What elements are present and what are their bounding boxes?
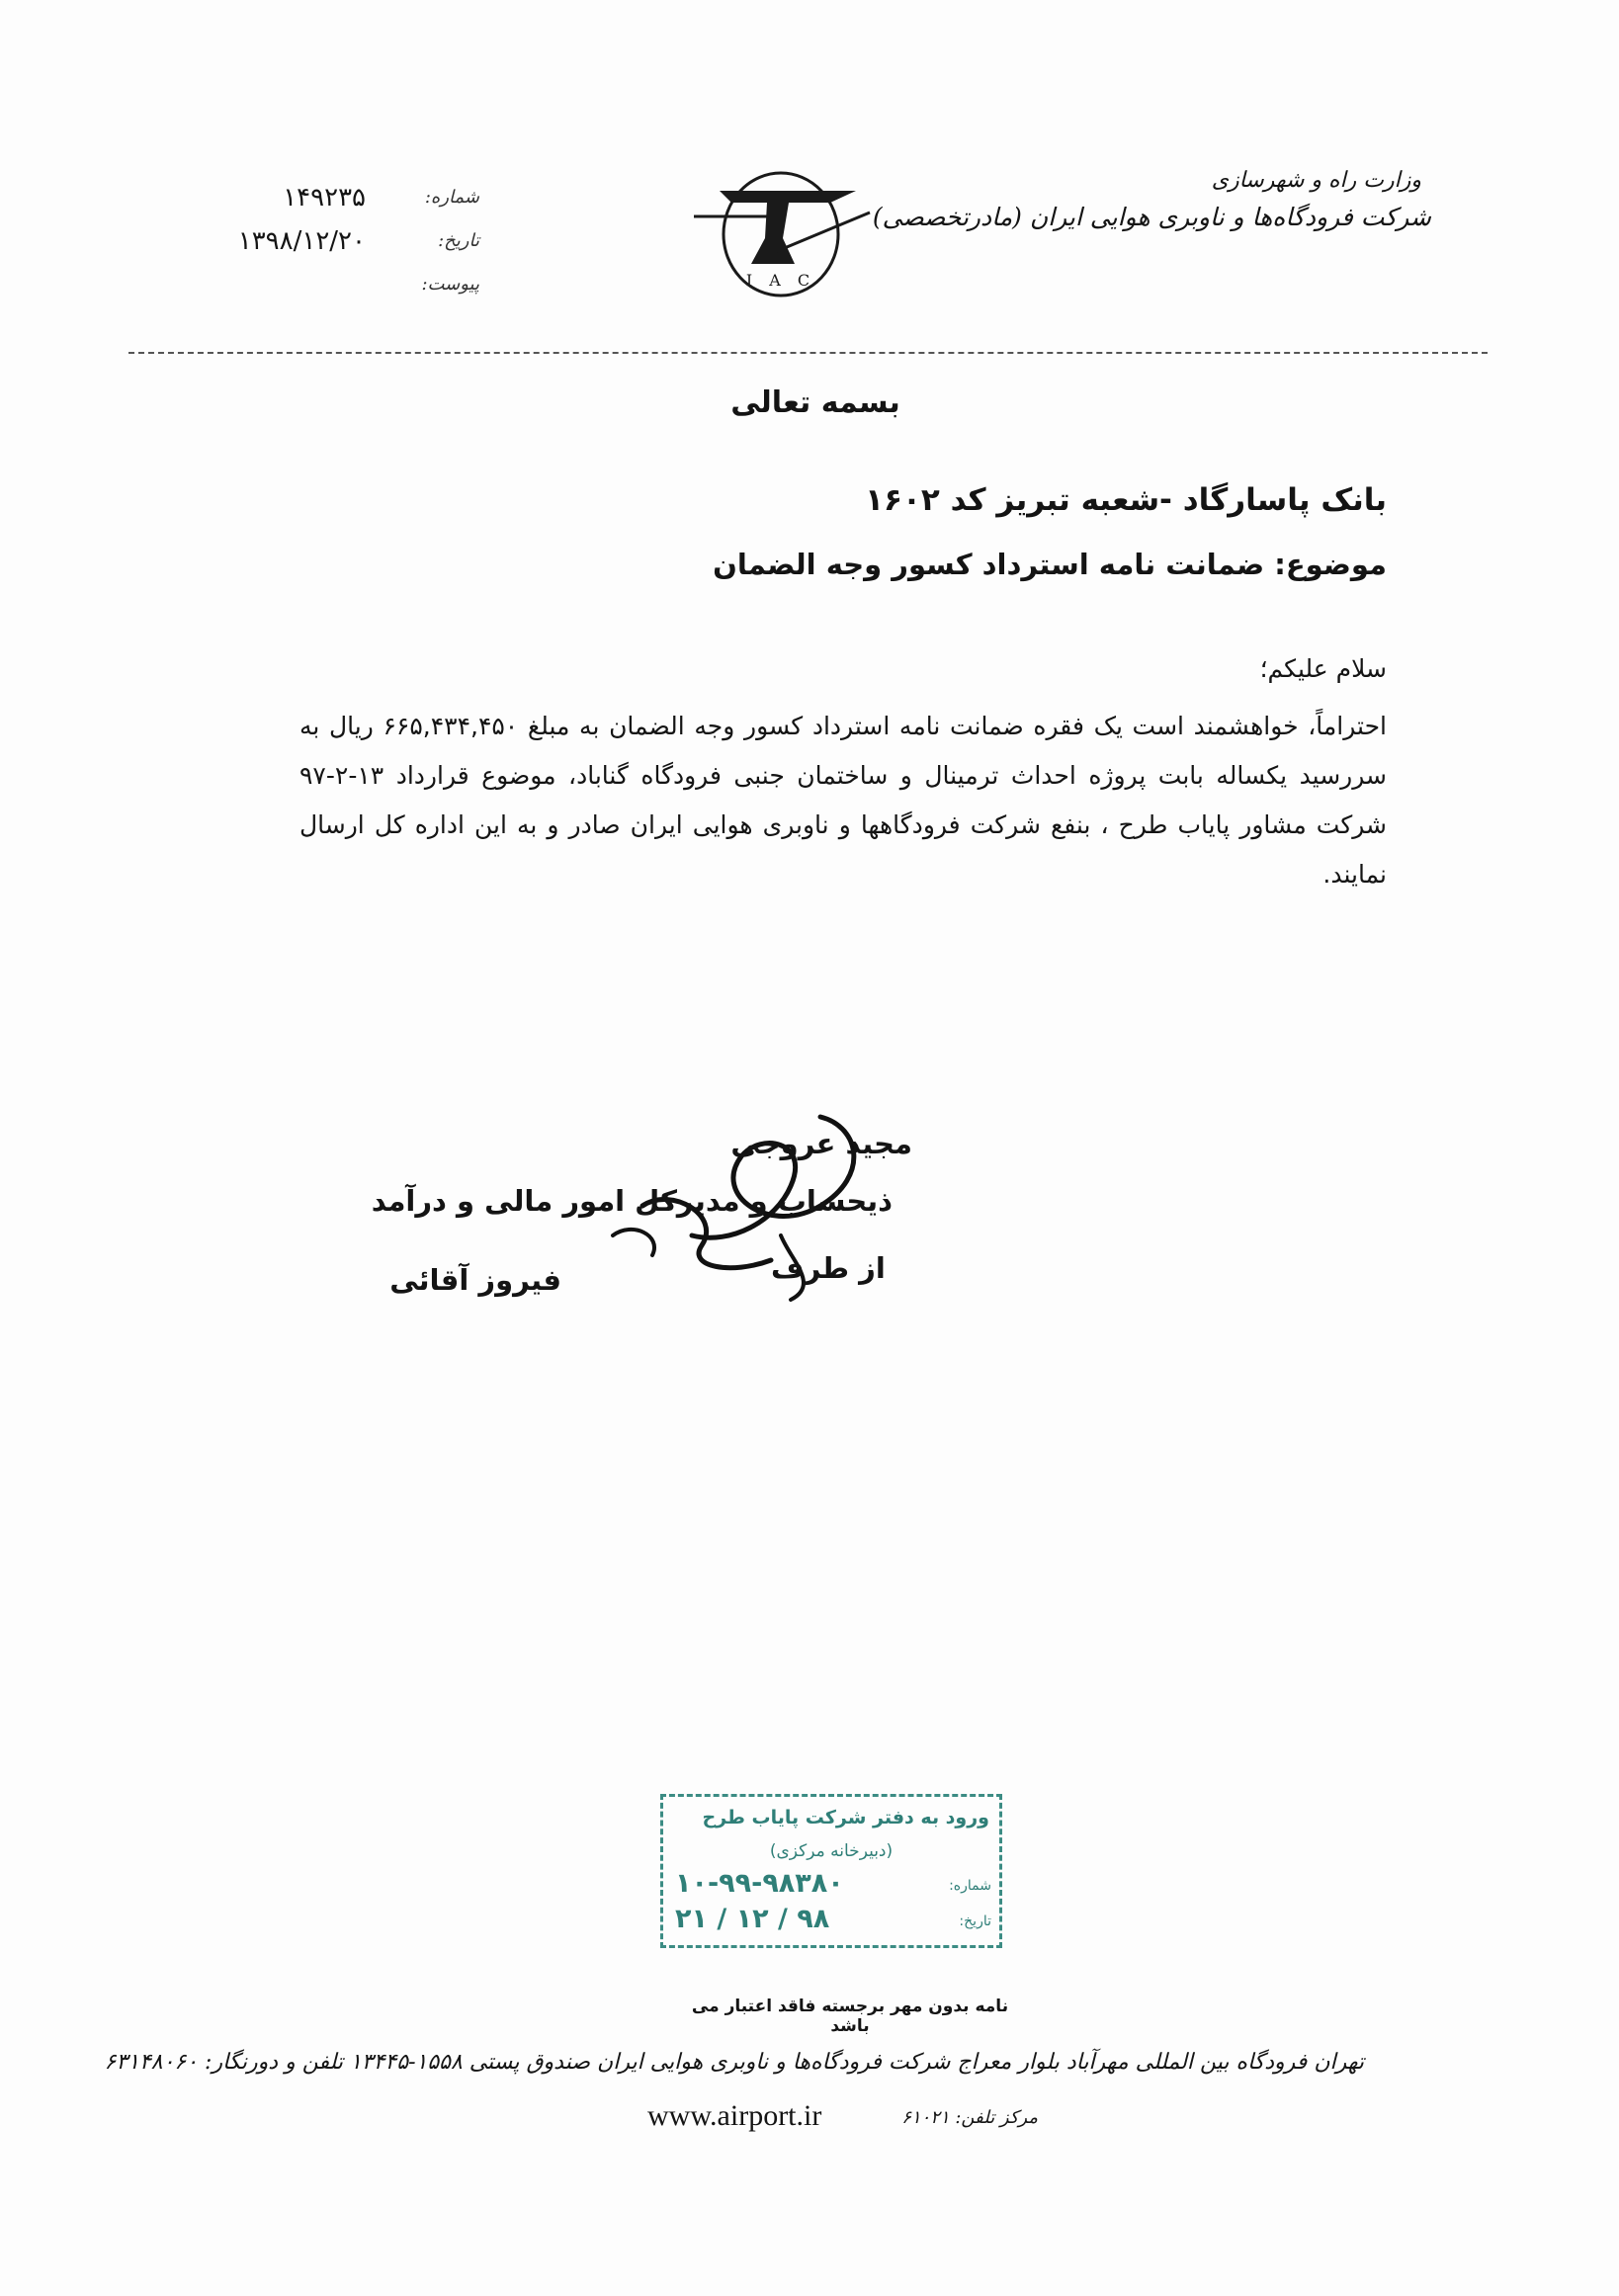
- deputy-name: فیروز آقائی: [389, 1263, 561, 1297]
- validity-note: نامه بدون مهر برجسته فاقد اعتبار می باشد: [691, 1997, 1009, 2036]
- signatory-title: ذیحساب و مدیرکل امور مالی و درآمد: [371, 1184, 893, 1218]
- body-paragraph: احتراماً، خواهشمند است یک فقره ضمانت نامه استرداد کسور وجه الضمان به مبلغ ۶۶۵,۴۳۴,۴۵۰ ریال به سررسید یکساله بابت پروژه احداث ترمینال و ساختمان جنبی فرودگاه گناباد، موضوع قرارداد ۱۳-۲-۹۷ شرکت مشاور پایاب طرح ، بنفع شرکت فرودگاهها و ناوبری هوایی ایران صادر و به این اداره کل ارسال نمایند.: [299, 712, 1387, 889]
- stamp-date-label: تاریخ:: [959, 1913, 991, 1929]
- footer-address: تهران فرودگاه بین المللی مهرآباد بلوار معراج شرکت فرودگاه‌ها و ناوبری هوایی ایران صندوق پستی ۱۵۵۸-۱۳۴۴۵ تلفن و دورنگار: ۶۳۱۴۸۰۶۰: [104, 2050, 1364, 2075]
- stamp-number-label: شماره:: [949, 1878, 991, 1894]
- subject-line: موضوع: ضمانت نامه استرداد کسور وجه الضمان: [713, 548, 1387, 581]
- recipient: بانک پاسارگاد -شعبه تبریز کد ۱۶۰۲: [865, 482, 1387, 518]
- logo-text: I A C: [745, 271, 816, 290]
- received-stamp: [660, 1794, 1002, 1948]
- central-phone: مرکز تلفن: ۶۱۰۲۱: [901, 2107, 1038, 2128]
- website-url: www.airport.ir: [647, 2099, 822, 2132]
- date-label: تاریخ:: [438, 230, 479, 251]
- stamp-subtitle: (دبیرخانه مرکزی): [769, 1841, 894, 1861]
- number-label: شماره:: [424, 187, 479, 208]
- signatory-name: مجید عروجی: [730, 1127, 912, 1160]
- number-value: ۱۴۹۲۳۵: [283, 183, 366, 213]
- stamp-date-value: ۹۸ / ۱۲ / ۲۱: [675, 1904, 830, 1934]
- on-behalf-label: از طرف: [771, 1251, 886, 1285]
- iac-logo: [672, 153, 890, 311]
- stamp-title: ورود به دفتر شرکت پایاب طرح: [702, 1807, 989, 1828]
- ministry-name: وزارت راه و شهرسازی: [1211, 168, 1421, 193]
- stamp-number-value: ۱۰-۹۹-۹۸۳۸۰: [675, 1868, 844, 1899]
- company-name: شرکت فرودگاه‌ها و ناوبری هوایی ایران (مادرتخصصی): [872, 203, 1431, 231]
- header-divider: [128, 352, 1488, 354]
- greeting: سلام علیکم؛: [1259, 654, 1387, 683]
- reference-block: [198, 183, 484, 311]
- invocation: بسمه تعالی: [730, 385, 900, 420]
- attachment-label: پیوست:: [421, 274, 479, 295]
- date-value: ۱۳۹۸/۱۲/۲۰: [237, 226, 366, 256]
